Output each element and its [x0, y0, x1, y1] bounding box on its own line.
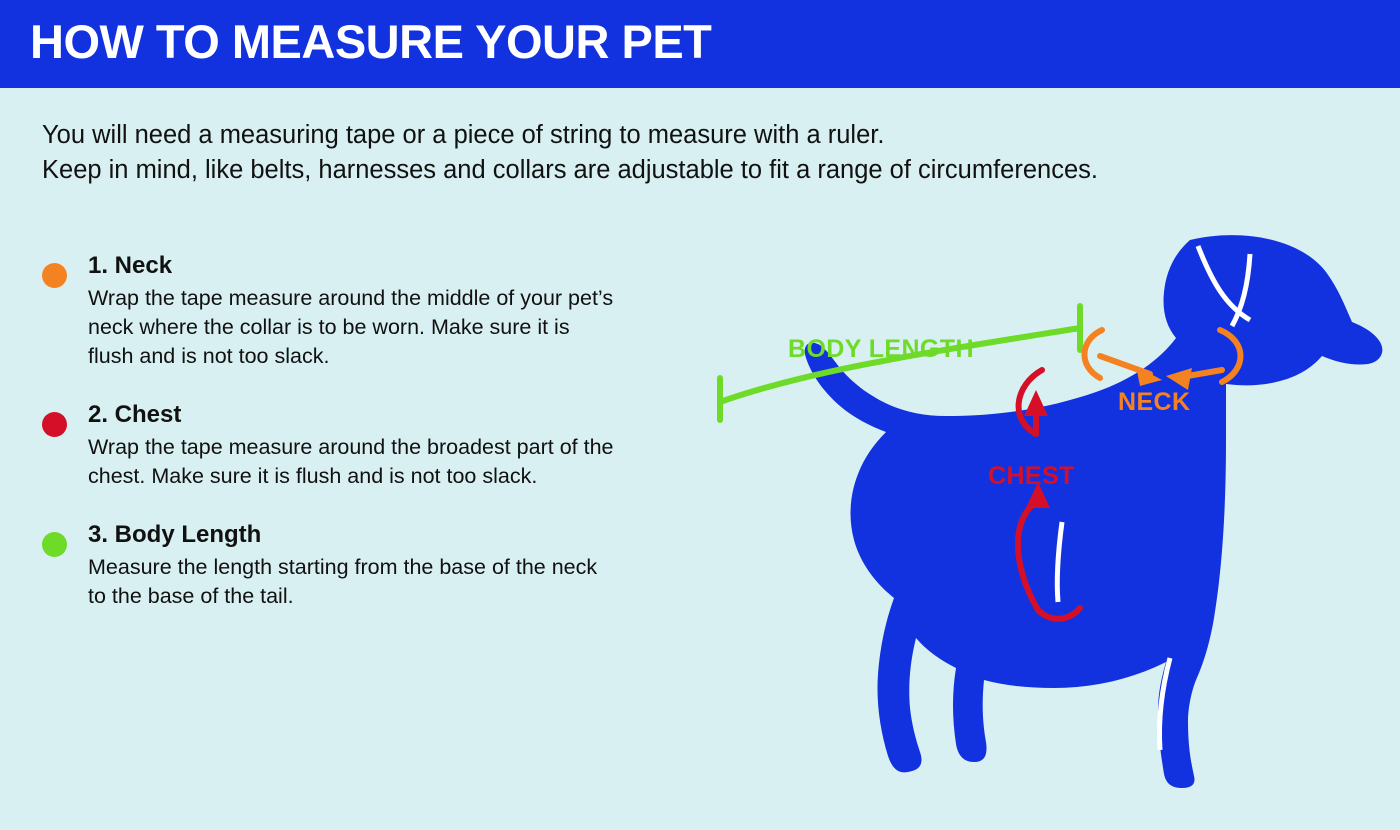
dog-diagram-svg	[610, 210, 1390, 820]
step-neck	[42, 252, 642, 371]
label-neck: NECK	[1118, 388, 1191, 416]
intro-line-1: You will need a measuring tape or a piece of string to measure with a ruler.	[42, 121, 885, 149]
step-body-length-title: 3. Body Length	[88, 521, 262, 548]
dog-silhouette-icon	[805, 235, 1383, 788]
label-body-length: BODY LENGTH	[788, 335, 974, 363]
steps-list	[42, 252, 642, 641]
step-body-length	[42, 521, 642, 611]
step-body-length-bullet-icon	[42, 532, 67, 557]
step-chest	[42, 401, 642, 491]
page-title: HOW TO MEASURE YOUR PET	[30, 15, 712, 68]
step-body-length-body: Measure the length starting from the base of the neck to the base of the tail.	[88, 555, 598, 608]
label-chest: CHEST	[988, 462, 1075, 490]
step-chest-title: 2. Chest	[88, 401, 182, 428]
step-chest-body: Wrap the tape measure around the broadest part of the chest. Make sure it is flush and is not too slack.	[88, 435, 614, 488]
step-neck-body: Wrap the tape measure around the middle of your pet’s neck where the collar is to be worn. Make sure it is flush and is not too slack.	[88, 286, 614, 368]
step-neck-title: 1. Neck	[88, 252, 173, 279]
intro-text	[42, 118, 1342, 188]
header-bar	[0, 0, 1400, 88]
intro-line-2: Keep in mind, like belts, harnesses and collars are adjustable to fit a range of circumferences.	[42, 156, 1098, 184]
step-neck-bullet-icon	[42, 263, 67, 288]
dog-illustration	[610, 210, 1390, 820]
step-chest-bullet-icon	[42, 412, 67, 437]
